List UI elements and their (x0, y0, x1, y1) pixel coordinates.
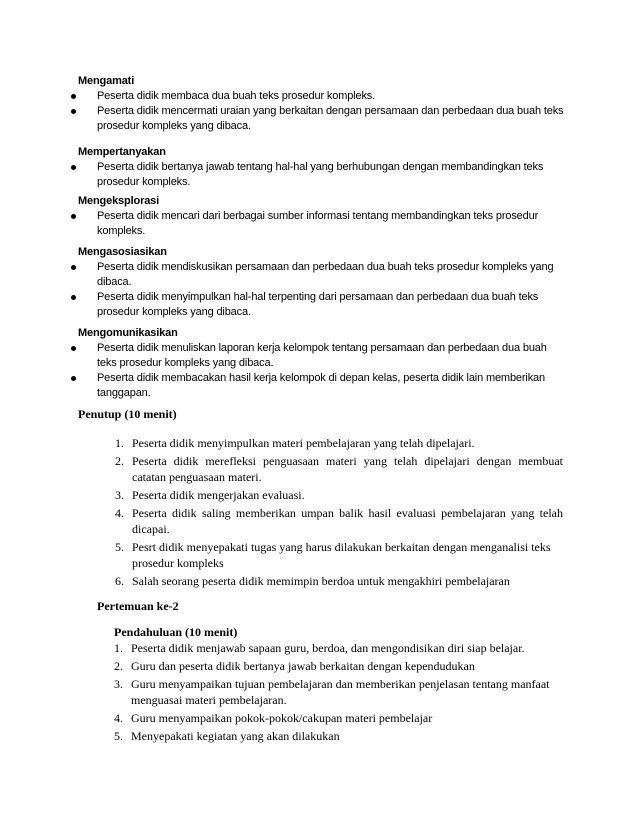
list-item: Peserta didik mencari dari berbagai sumber informasi tentang membandingkan teks prosedur kompleks. (78, 209, 568, 239)
list-item: 1. Peserta didik menyimpulkan materi pembelajaran yang telah dipelajari. (115, 436, 475, 450)
bullet-list (78, 209, 568, 239)
list-item: 1. Peserta didik menjawab sapaan guru, berdoa, dan mengondisikan diri siap belajar. (114, 641, 525, 655)
list-item: 5. Pesrt didik menyepakati tugas yang harus dilakukan berkaitan dengan menganalisi teks prosedur kompleks (115, 540, 551, 570)
penutup-heading: Penutup (10 menit) (78, 407, 177, 421)
list-item: Peserta didik menuliskan laporan kerja kelompok tentang persamaan dan perbedaan dua buah teks prosedur kompleks yang dibaca. (78, 341, 568, 371)
bullet-list (78, 260, 568, 320)
section-heading: Mengeksplorasi (78, 195, 160, 207)
section-mengeksplorasi (78, 194, 568, 239)
pendahuluan-list (114, 640, 554, 746)
section-heading: Mempertanyakan (78, 146, 166, 158)
bullet-list (78, 89, 568, 134)
section-heading: Mengasosiasikan (78, 246, 167, 258)
list-item: 2. Guru dan peserta didik bertanya jawab berkaitan dengan kependudukan (114, 659, 475, 673)
list-item: 4. Guru menyampaikan pokok-pokok/cakupan materi pembelajar (114, 711, 433, 725)
list-item: 6. Salah seorang peserta didik memimpin berdoa untuk mengakhiri pembelajaran (115, 574, 510, 588)
list-item: Peserta didik membacakan hasil kerja kelompok di depan kelas, peserta didik lain memberikan tanggapan. (78, 371, 568, 401)
pendahuluan-heading: Pendahuluan (10 menit) (114, 625, 238, 639)
bullet-list (78, 160, 568, 190)
list-item: 3. Guru menyampaikan tujuan pembelajaran dan memberikan penjelasan tentang manfaat menguasai materi pembelajaran. (114, 677, 550, 707)
section-mengasosiasikan (78, 245, 568, 320)
list-item: 5. Menyepakati kegiatan yang akan dilakukan (114, 729, 340, 743)
list-item: Peserta didik membaca dua buah teks prosedur kompleks. (78, 89, 568, 104)
section-mengomunikasikan (78, 326, 568, 401)
list-item: 2. Peserta didik merefleksi penguasaan materi yang telah dipelajari dengan membuat catatan penguasaan materi. (115, 454, 563, 484)
section-heading: Mengomunikasikan (78, 327, 178, 339)
section-heading: Mengamati (78, 75, 135, 87)
list-item: Peserta didik menyimpulkan hal-hal terpenting dari persamaan dan perbedaan dua buah teks prosedur kompleks yang dibaca. (78, 290, 568, 320)
section-mengamati (78, 74, 568, 134)
list-item: 4. Peserta didik saling memberikan umpan balik hasil evaluasi pembelajaran yang telah dicapai. (115, 506, 563, 536)
list-item: Peserta didik mencermati uraian yang berkaitan dengan persamaan dan perbedaan dua buah teks prosedur kompleks yang dibaca. (78, 104, 568, 134)
pertemuan-heading: Pertemuan ke-2 (97, 599, 179, 613)
penutup-list (115, 435, 563, 591)
section-mempertanyakan (78, 145, 568, 190)
list-item: 3. Peserta didik mengerjakan evaluasi. (115, 488, 305, 502)
bullet-list (78, 341, 568, 401)
list-item: Peserta didik bertanya jawab tentang hal-hal yang berhubungan dengan membandingkan teks prosedur kompleks. (78, 160, 568, 190)
list-item: Peserta didik mendiskusikan persamaan dan perbedaan dua buah teks prosedur kompleks yang dibaca. (78, 260, 568, 290)
